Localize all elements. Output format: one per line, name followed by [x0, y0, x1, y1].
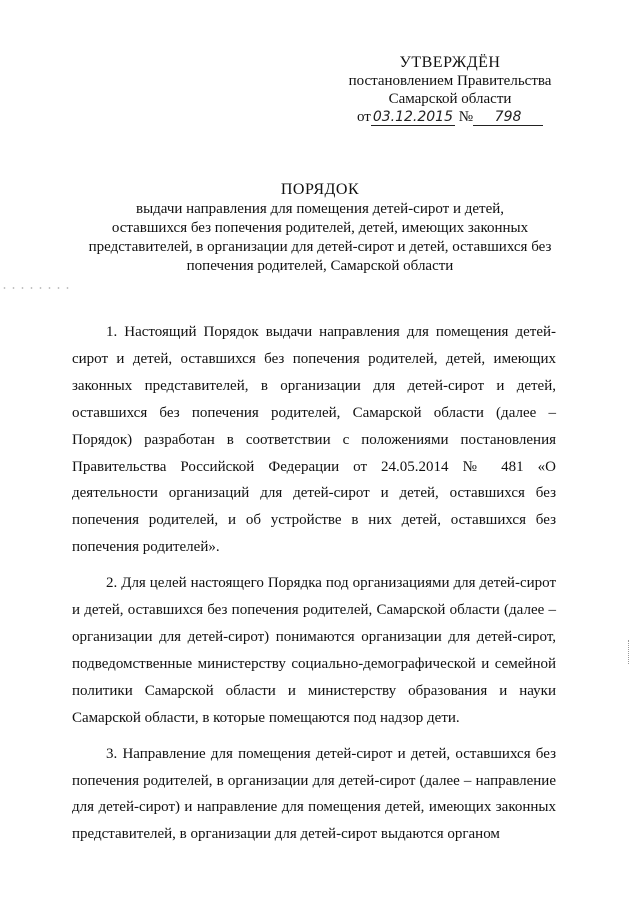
approval-heading: УТВЕРЖДЁН	[399, 54, 501, 71]
approval-line-1: постановлением Правительства	[348, 73, 552, 89]
number-sign: №	[458, 109, 474, 125]
paragraph-2: 2. Для целей настоящего Порядка под организациями для детей-сирот и детей, оставшихся без попечения родителей, Самарской области (далее – организации для детей-сирот) понимаются организации для детей-сирот, подведомственные министерству социально-демографической и семейной политики Самарской области и министерству образования и науки Самарской области, в которые помещаются под надзор дети.	[72, 575, 556, 726]
document-title-block	[70, 180, 570, 276]
approval-line-2: Самарской области	[388, 91, 512, 107]
approval-date-line	[330, 108, 570, 126]
document-body	[72, 319, 556, 857]
title-line-3: представителей, в организации для детей-сирот и детей, оставшихся без	[88, 239, 552, 255]
paragraph-3: 3. Направление для помещения детей-сирот и детей, оставшихся без попечения родителей, в организации для детей-сирот (далее – направление для детей-сирот) и направление для помещения детей, имеющих законных представителей, в организации для детей-сирот выдаются органом	[72, 745, 556, 843]
approval-stamp	[330, 54, 570, 126]
date-prefix: от	[356, 109, 371, 125]
title-line-2: оставшихся без попечения родителей, детей, имеющих законных	[111, 220, 529, 236]
title-line-4: попечения родителей, Самарской области	[186, 258, 454, 274]
paragraph-1: 1. Настоящий Порядок выдачи направления для помещения детей-сирот и детей, оставшихся без попечения родителей, детей, имеющих законных представителей, в организации для детей-сирот и детей, оставшихся без попечения родителей, Самарской области (далее – Порядок) разработан в соответствии с положениями постановления Правительства Российской Федерации от 24.05.2014 № 481 «О деятельности организаций для детей-сирот и детей, оставшихся без попечения родителей, и об устройстве в них детей, оставшихся без попечения родителей».	[72, 324, 556, 556]
handwritten-date: 03.12.2015	[372, 109, 453, 125]
scan-artifact-dots	[0, 287, 70, 289]
handwritten-number: 798	[473, 109, 543, 126]
scan-artifact-mark	[628, 640, 632, 664]
title-line-1: выдачи направления для помещения детей-сирот и детей,	[135, 201, 505, 217]
document-title: ПОРЯДОК	[280, 181, 360, 198]
